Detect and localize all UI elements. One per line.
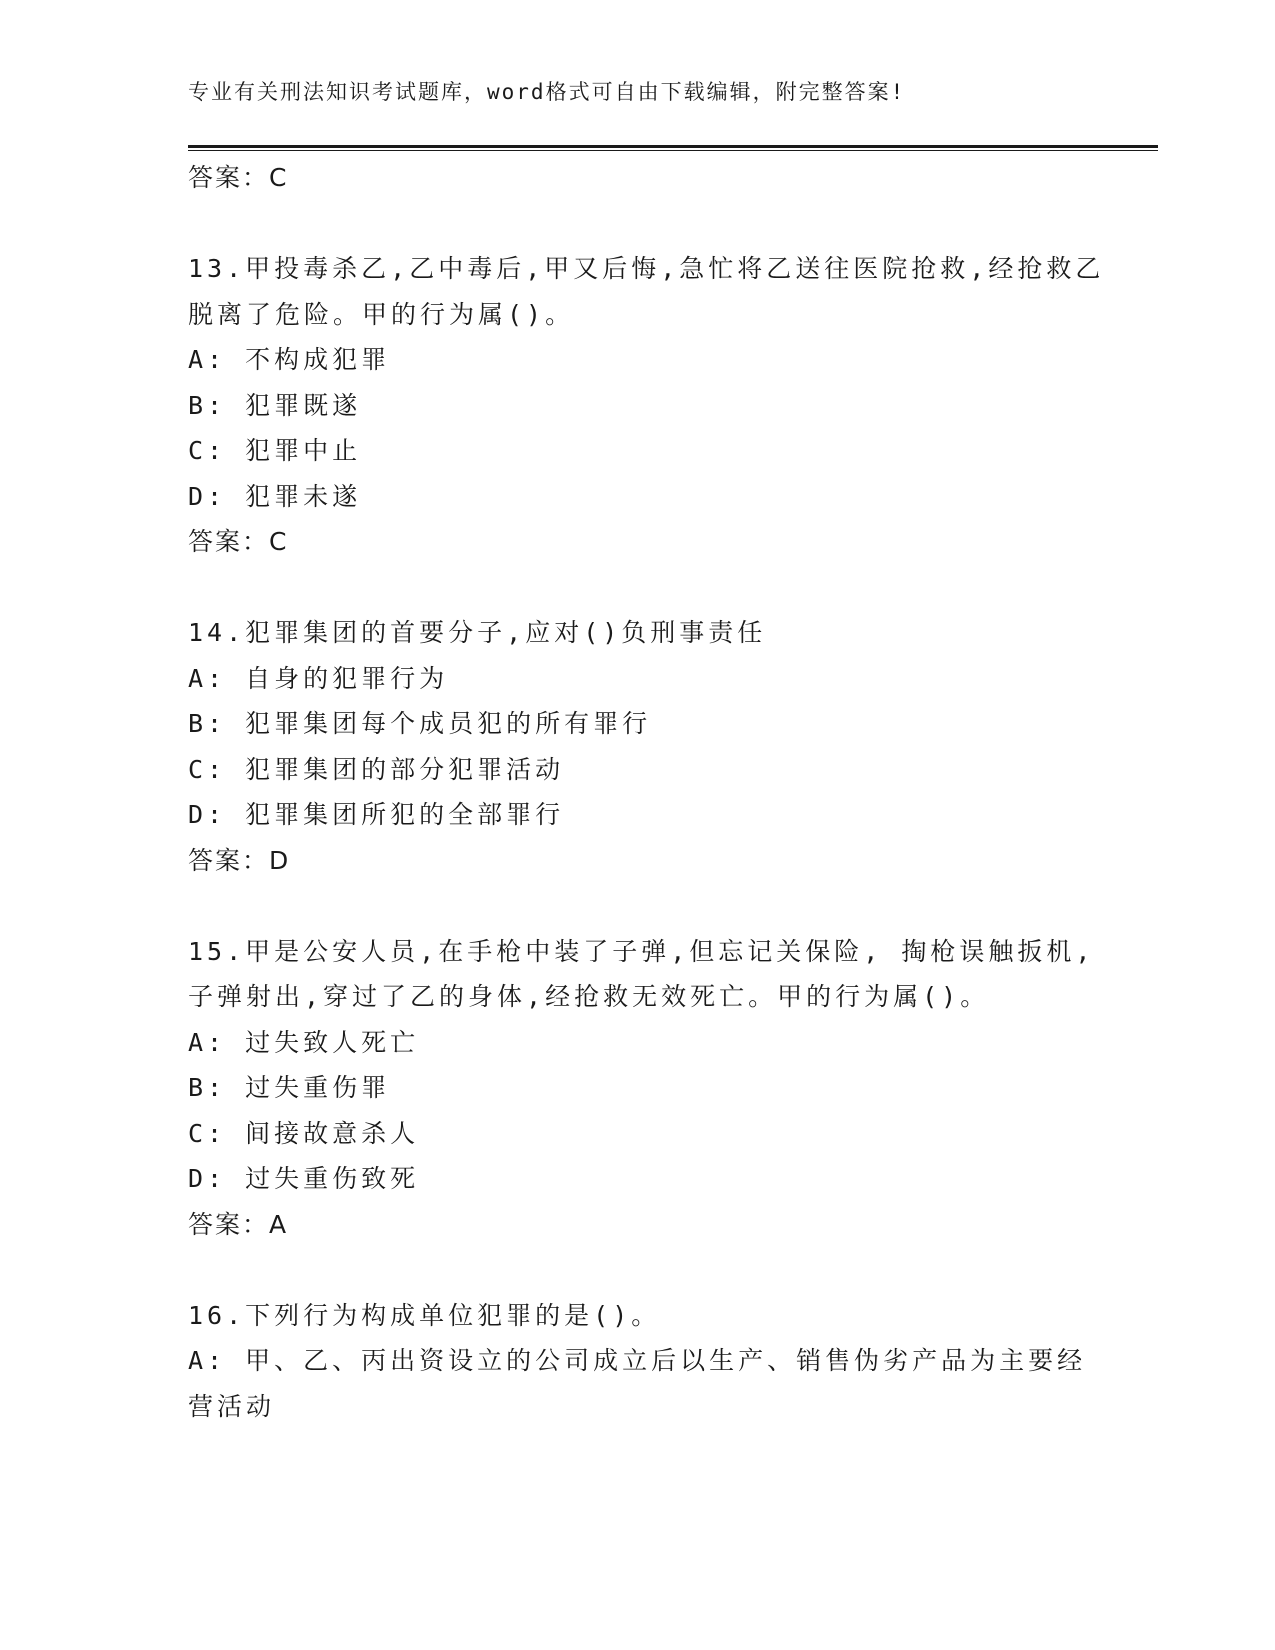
question-14 <box>188 610 1088 883</box>
header-rule-thick <box>188 145 1158 148</box>
question-stem: 脱离了危险。甲的行为属()。 <box>188 299 575 329</box>
question-stem: 子弹射出,穿过了乙的身体,经抢救无效死亡。甲的行为属()。 <box>188 982 990 1011</box>
option-a: A: 甲、乙、丙出资设立的公司成立后以生产、销售伪劣产品为主要经 <box>188 1346 1087 1375</box>
option-a: A: 过失致人死亡 <box>188 1027 420 1057</box>
option-b: B: 过失重伤罪 <box>188 1073 391 1102</box>
option-a: A: 不构成犯罪 <box>188 345 391 374</box>
question-stem: 16.下列行为构成单位犯罪的是()。 <box>188 1300 661 1330</box>
question-stem: 14.犯罪集团的首要分子,应对()负刑事责任 <box>188 618 767 647</box>
option-c: C: 犯罪集团的部分犯罪活动 <box>188 754 565 784</box>
option-d: D: 犯罪集团所犯的全部罪行 <box>188 800 565 829</box>
option-d: D: 过失重伤致死 <box>188 1164 420 1193</box>
option-a: A: 自身的犯罪行为 <box>188 663 449 693</box>
option-c: C: 犯罪中止 <box>188 436 362 465</box>
option-a-continued: 营活动 <box>188 1391 276 1421</box>
question-stem: 15.甲是公安人员,在手枪中装了子弹,但忘记关保险, 掏枪误触扳机, <box>188 936 1095 966</box>
option-c: C: 间接故意杀人 <box>188 1118 420 1148</box>
question-15 <box>188 929 1095 1248</box>
answer-line: 答案：C <box>188 527 289 556</box>
answer-line: 答案：C <box>188 163 289 192</box>
question-stem: 13.甲投毒杀乙,乙中毒后,甲又后悔,急忙将乙送往医院抢救,经抢救乙 <box>188 254 1105 283</box>
question-list <box>188 155 1105 1429</box>
option-d: D: 犯罪未遂 <box>188 481 362 511</box>
option-b: B: 犯罪集团每个成员犯的所有罪行 <box>188 709 652 738</box>
answer-line: 答案：D <box>188 845 291 875</box>
page-header: 专业有关刑法知识考试题库，word格式可自由下载编辑，附完整答案! <box>188 80 906 104</box>
option-b: B: 犯罪既遂 <box>188 390 362 420</box>
header-rule-thin <box>188 150 1158 151</box>
answer-line: 答案：A <box>188 1209 289 1239</box>
question-13 <box>188 246 1105 565</box>
question-16 <box>188 1293 1088 1430</box>
